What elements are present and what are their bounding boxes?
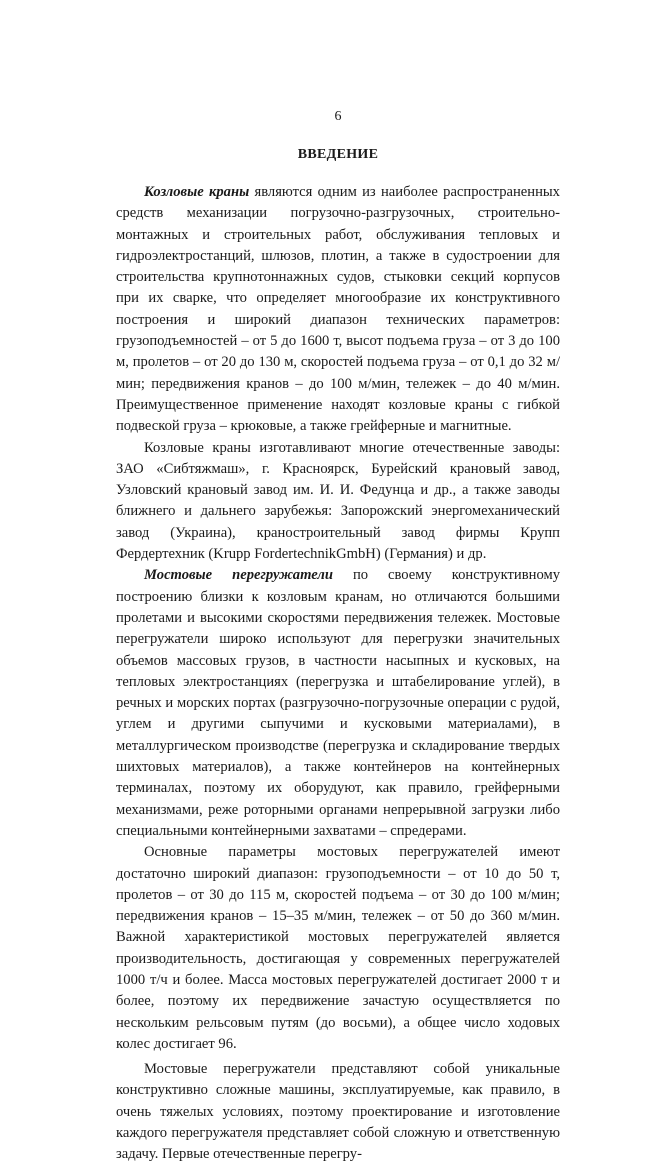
paragraph-bridge-transporters	[116, 565, 560, 842]
page-number: 6	[334, 109, 342, 124]
term-bridge-transporters: Мостовые перегружатели	[144, 567, 333, 584]
paragraph-parameters	[116, 842, 560, 1055]
paragraph-gantry-cranes	[116, 182, 560, 438]
paragraph-text: являются одним из наиболее распространенных средств механизации погрузочно-разгрузочных, строительно-монтажных и строительных работ, обслуживания тепловых и гидроэлектростанций, шлюзов, плотин, а также в судостроении для строительства крупнотоннажных судов, стыковки секций корпусов при их сварке, что определяет многообразие их конструктивного построения и широкий диапазон технических параметров: грузоподъемностей – от 5 до 1600 т, высот подъема груза – от 3 до 100 м, пролетов – от 20 до 130 м, скоростей подъема груза – от 0,1 до 32 м/мин; передвижения кранов – до 100 м/мин, тележек – до 40 м/мин. Преимущественное применение находят козловые краны с гибкой подвеской груза – крюковые, а также грейферные и магнитные.	[116, 184, 560, 435]
document-page	[116, 108, 560, 1166]
paragraph-manufacturers	[116, 438, 560, 566]
paragraph-text: Козловые краны изготавливают многие отечественные заводы: ЗАО «Сибтяжмаш», г. Красноярск, Бурейский крановый завод, Узловский крановый завод им. И. И. Федунца и др., а также заводы ближнего и дальнего зарубежья: Запорожский энергомеханический завод (Украина), краностроительный завод фирмы Крупп Фердертехник (Krupp FordertechnikGmbH) (Германия) и др.	[116, 439, 560, 563]
paragraph-text: по своему конструктивному построению близки к козловым кранам, но отличаются большими пролетами и высокими скоростями передвижения тележек. Мостовые перегружатели широко используют для перегрузки значительных объемов массовых грузов, в частности насыпных и кусковых, на тепловых электростанциях (перегрузка и штабелирование углей), в речных и морских портах (разгрузочно-погрузочные операции с рудой, углем и другими сыпучими и кусковыми материалами), в металлургическом производстве (перегрузка и складирование твердых шихтовых материалов), а также контейнеров на контейнерных терминалах, поэтому их оборудуют, как правило, грейферными механизмами, реже роторными органами непрерывной загрузки либо специальными контейнерными захватами – спредерами.	[116, 567, 560, 839]
paragraph-text: Основные параметры мостовых перегружателей имеют достаточно широкий диапазон: грузоподъемности – от 10 до 50 т, пролетов – от 30 до 115 м, скоростей подъема – от 30 до 100 м/мин; передвижения кранов – 15–35 м/мин, тележек – от 50 до 360 м/мин. Важной характеристикой мостовых перегружателей является производительность, достигающая у современных перегружателей 1000 т/ч и более. Масса мостовых перегружателей достигает 2000 т и более, поэтому их передвижение зачастую осуществляется по нескольким рельсовым путям (до восьми), а общее число ходовых колес достигает 96.	[116, 844, 560, 1052]
section-heading: ВВЕДЕНИЕ	[297, 147, 379, 162]
paragraph-text: Мостовые перегружатели представляют собой уникальные конструктивно сложные машины, эксплуатируемые, как правило, в очень тяжелых условиях, поэтому проектирование и изготовление каждого перегружателя представляет собой сложную и ответственную задачу. Первые отечественные перегру-	[116, 1061, 560, 1163]
paragraph-unique-machines	[116, 1059, 560, 1165]
term-gantry-cranes: Козловые краны	[144, 184, 250, 200]
